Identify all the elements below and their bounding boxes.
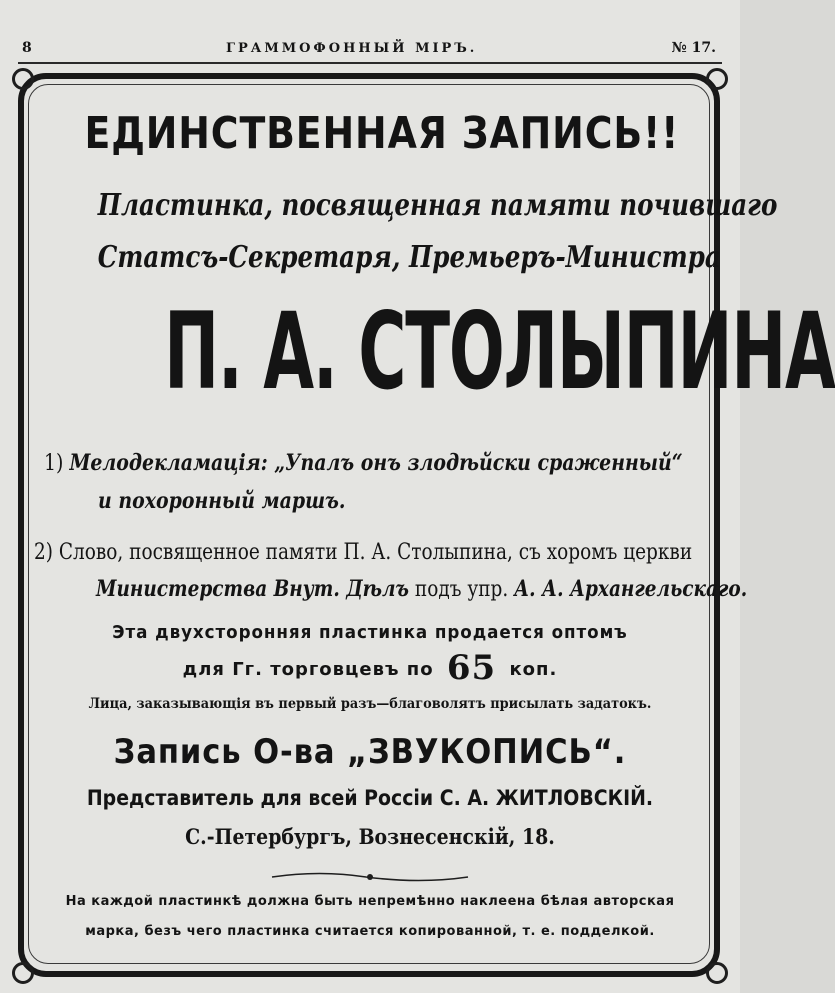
sale-line-2-post: коп. [509, 659, 558, 680]
ad-headline: ЕДИНСТВЕННАЯ ЗАПИСЬ!! [84, 108, 680, 159]
ad-name: П. А. СТОЛЫПИНА [164, 290, 835, 413]
divider-ornament [270, 870, 470, 884]
ad-subtitle-1: Пластинка, посвященная памяти почившаго [97, 188, 778, 223]
publication-title: ГРАММОФОННЫЙ МІРЪ. [225, 41, 478, 56]
company-name: Запись О-ва „ЗВУКОПИСЬ“. [113, 732, 627, 772]
item-2-bold-2: А. А. Архангельскаго. [514, 576, 748, 602]
deposit-note: Лица, заказывающія въ первый разъ—благоволятъ присылать задатокъ. [88, 696, 652, 712]
sale-price: 65 [446, 648, 497, 688]
representative: Представитель для всей Россіи С. А. ЖИТЛОВСКІЙ. [86, 786, 654, 810]
footer-note-1: На каждой пластинкѣ должна быть непремѣнно наклеена бѣлая авторская [65, 894, 675, 909]
sale-line-2-pre: для Гг. торговцевъ по [182, 659, 434, 680]
header-rule [18, 62, 722, 64]
item-2-bold-1: Министерства Внут. Дѣлъ [96, 576, 410, 602]
item-1-number: 1) [44, 451, 64, 476]
frame-corner-ornament-top-left [12, 68, 34, 90]
item-2-number: 2) [34, 540, 53, 565]
item-1-text-2: и похоронный маршъ. [98, 488, 346, 514]
ad-item-2-continued [96, 576, 748, 602]
page-header [22, 40, 716, 60]
ad-item-1 [44, 450, 683, 476]
address: С.-Петербургъ, Вознесенскій, 18. [185, 824, 555, 849]
item-1-text: Мелодекламація: „Упалъ онъ злодѣйски сраженный“ [69, 450, 683, 476]
ad-subtitle-2: Статсъ-Секретаря, Премьеръ-Министра [97, 240, 721, 275]
sale-line-1: Эта двухсторонняя пластинка продается оптомъ [112, 622, 628, 643]
frame-corner-ornament-bottom-left [12, 962, 34, 984]
frame-corner-ornament-bottom-right [706, 962, 728, 984]
item-2-mid: подъ упр. [414, 577, 509, 602]
ad-item-1-continued [98, 488, 669, 514]
sale-line-2 [38, 648, 702, 688]
issue-number: № 17. [671, 40, 716, 56]
frame-corner-ornament-top-right [706, 68, 728, 90]
footer-note-2: марка, безъ чего пластинка считается копированной, т. е. подделкой. [85, 924, 655, 939]
item-2-text: Слово, посвященное памяти П. А. Столыпина, съ хоромъ церкви [58, 540, 693, 565]
ad-item-2 [34, 540, 693, 565]
page-number: 8 [22, 40, 32, 56]
